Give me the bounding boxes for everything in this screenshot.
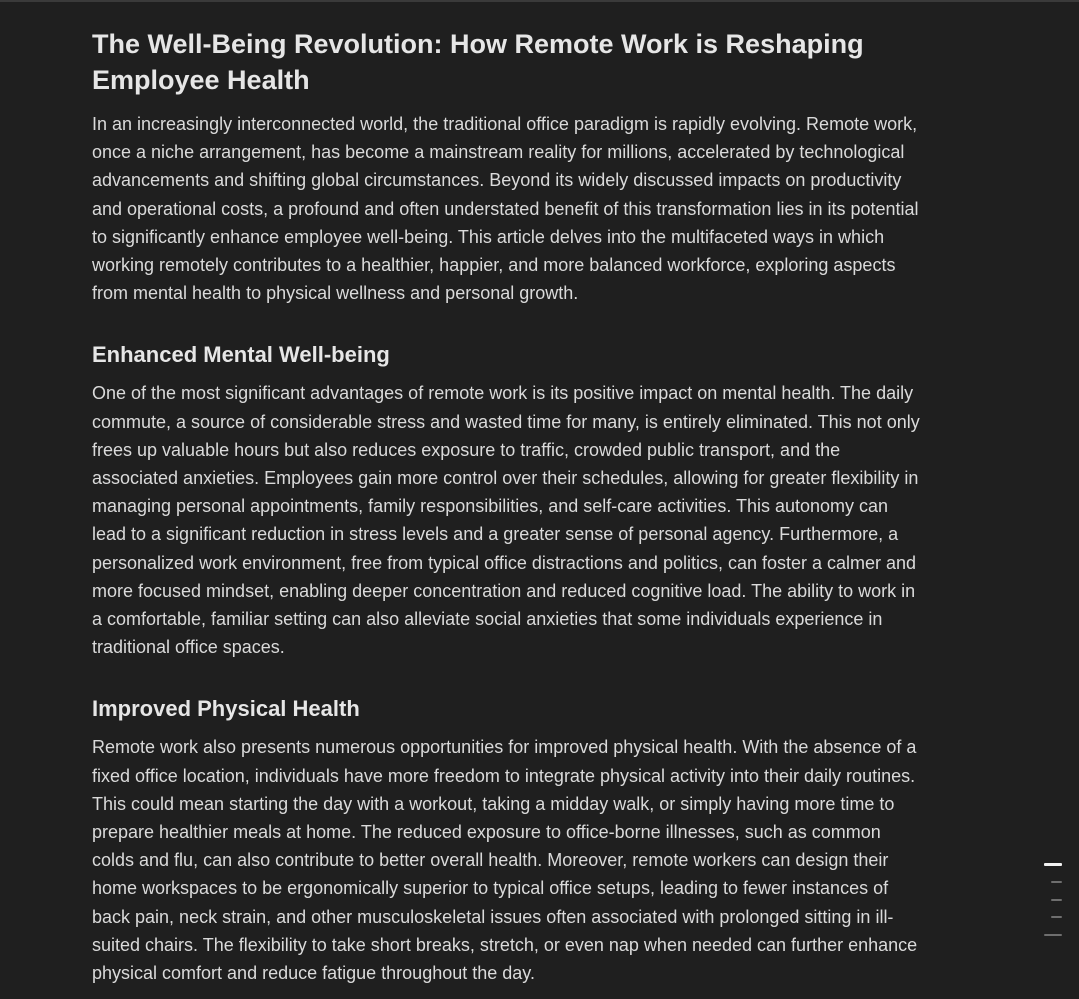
top-border: [0, 0, 1079, 2]
section-physical-health: [92, 694, 922, 987]
section-heading: Improved Physical Health: [92, 696, 360, 722]
toc-marker[interactable]: [1051, 899, 1062, 901]
toc-marker[interactable]: [1051, 881, 1062, 883]
toc-marker-active[interactable]: [1044, 863, 1062, 866]
section-mental-well-being: [92, 340, 922, 661]
article-title: The Well-Being Revolution: How Remote Work is Reshaping Employee Health: [92, 29, 864, 95]
table-of-contents-rail[interactable]: [1040, 860, 1070, 940]
section-body: One of the most significant advantages of remote work is its positive impact on mental health. The daily commute, a source of considerable stress and wasted time for many, is entirely eliminated. This not only frees up valuable hours but also reduces exposure to traffic, crowded public transport, and the associated anxieties. Employees gain more control over their schedules, allowing for greater flexibility in managing personal appointments, family responsibilities, and self-care activities. This autonomy can lead to a significant reduction in stress levels and a greater sense of personal agency. Furthermore, a personalized work environment, free from typical office distractions and politics, can foster a calmer and more focused mindset, enabling deeper concentration and reduced cognitive load. The ability to work in a comfortable, familiar setting can also alleviate social anxieties that some individuals experience in traditional office spaces.: [92, 383, 920, 658]
section-body: Remote work also presents numerous opportunities for improved physical health. With the absence of a fixed office location, individuals have more freedom to integrate physical activity into their daily routines. This could mean starting the day with a workout, taking a midday walk, or simply having more time to prepare healthier meals at home. The reduced exposure to office-borne illnesses, such as common colds and flu, can also contribute to better overall health. Moreover, remote workers can design their home workspaces to be ergonomically superior to typical office setups, leading to fewer instances of back pain, neck strain, and other musculoskeletal issues often associated with prolonged sitting in ill-suited chairs. The flexibility to take short breaks, stretch, or even nap when needed can further enhance physical comfort and reduce fatigue throughout the day.: [92, 737, 918, 984]
toc-marker[interactable]: [1051, 916, 1062, 918]
section-heading: Enhanced Mental Well-being: [92, 342, 390, 368]
toc-marker[interactable]: [1044, 934, 1062, 936]
article-intro: In an increasingly interconnected world, the traditional office paradigm is rapidly evolving. Remote work, once a niche arrangement, has become a mainstream reality for millions, accelerated by technological advancements and shifting global circumstances. Beyond its widely discussed impacts on productivity and operational costs, a profound and often understated benefit of this transformation lies in its potential to significantly enhance employee well-being. This article delves into the multifaceted ways in which working remotely contributes to a healthier, happier, and more balanced workforce, exploring aspects from mental health to physical wellness and personal growth.: [92, 114, 919, 304]
article: [92, 26, 922, 987]
